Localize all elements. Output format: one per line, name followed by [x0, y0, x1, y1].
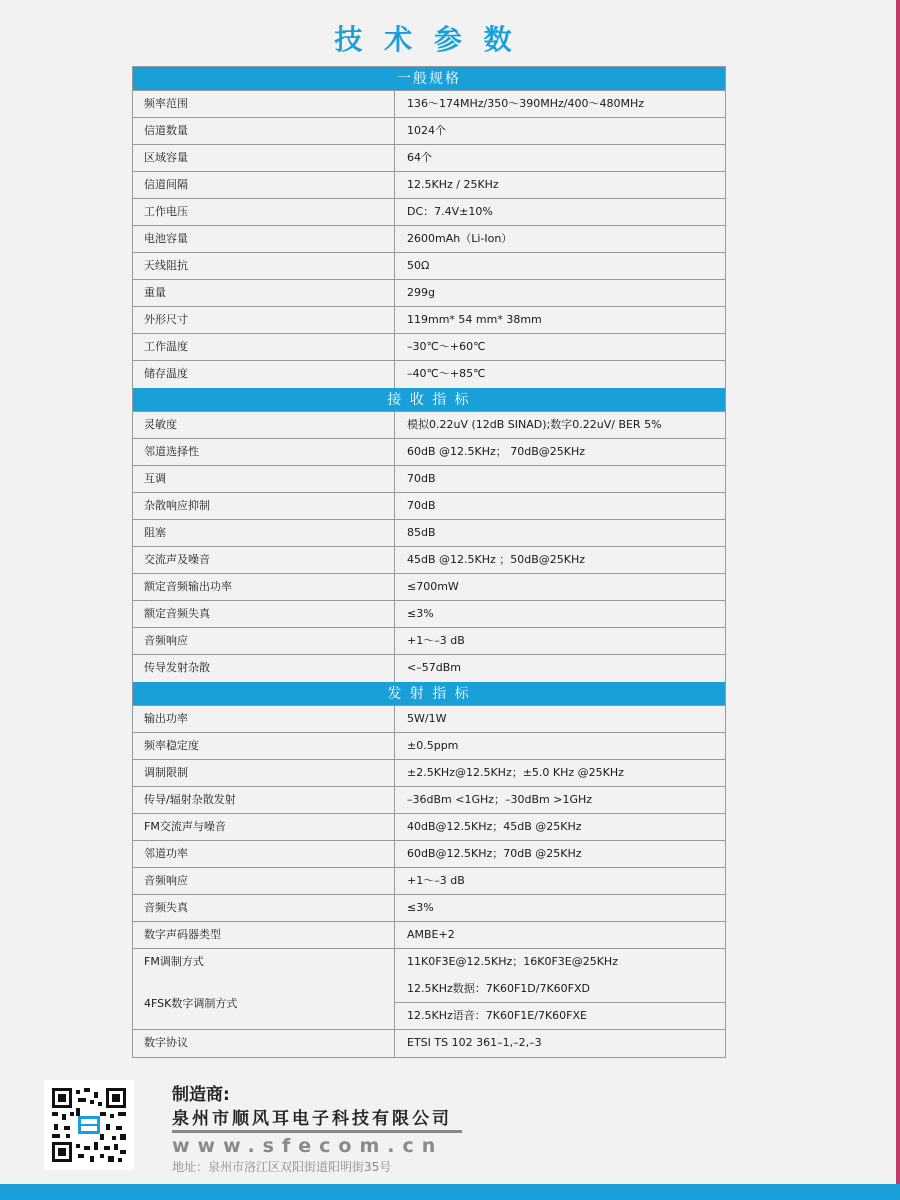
row-key: 音频响应 — [133, 628, 395, 654]
table-row-double — [133, 976, 725, 1030]
section-transmit-rows — [133, 706, 725, 976]
right-edge-stripe — [896, 0, 900, 1200]
row-value: 50Ω — [395, 253, 725, 279]
row-key: FM调制方式 — [133, 949, 395, 976]
qr-code-icon — [44, 1080, 134, 1170]
row-key: 交流声及噪音 — [133, 547, 395, 573]
row-key: 音频失真 — [133, 895, 395, 921]
row-key: 工作电压 — [133, 199, 395, 225]
table-row — [133, 895, 725, 922]
row-key: 灵敏度 — [133, 412, 395, 438]
table-row — [133, 118, 725, 145]
table-row — [133, 226, 725, 253]
row-key: 杂散响应抑制 — [133, 493, 395, 519]
row-key: 区域容量 — [133, 145, 395, 171]
row-key: 邻道功率 — [133, 841, 395, 867]
table-row — [133, 574, 725, 601]
row-key: 4FSK数字调制方式 — [133, 976, 395, 1029]
row-key: 调制限制 — [133, 760, 395, 786]
row-value: –30℃～+60℃ — [395, 334, 725, 360]
row-value: ≤3% — [395, 895, 725, 921]
row-value: 5W/1W — [395, 706, 725, 732]
row-value: AMBE+2 — [395, 922, 725, 948]
table-row — [133, 868, 725, 895]
row-key: 互调 — [133, 466, 395, 492]
row-value: 12.5KHz语音：7K60F1E/7K60FXE — [407, 1009, 587, 1022]
spec-table — [132, 66, 726, 1058]
table-row — [133, 922, 725, 949]
row-value: 40dB@12.5KHz；45dB @25KHz — [395, 814, 725, 840]
row-key: 额定音频失真 — [133, 601, 395, 627]
row-value: 299g — [395, 280, 725, 306]
table-row — [133, 706, 725, 733]
row-value: 60dB @12.5KHz； 70dB@25KHz — [395, 439, 725, 465]
row-key: 信道数量 — [133, 118, 395, 144]
row-value: 45dB @12.5KHz ；50dB@25KHz — [395, 547, 725, 573]
footer — [0, 1080, 900, 1200]
row-value: +1～–3 dB — [395, 868, 725, 894]
row-value: DC：7.4V±10% — [395, 199, 725, 225]
section-receive-rows — [133, 412, 725, 682]
row-value: –40℃～+85℃ — [395, 361, 725, 388]
row-key: 数字声码器类型 — [133, 922, 395, 948]
row-key: 信道间隔 — [133, 172, 395, 198]
page-title: 技 术 参 数 — [334, 23, 518, 56]
company-name: 泉州市顺风耳电子科技有限公司 — [172, 1109, 452, 1129]
table-row — [133, 412, 725, 439]
table-row — [133, 199, 725, 226]
row-key: 电池容量 — [133, 226, 395, 252]
row-key: FM交流声与噪音 — [133, 814, 395, 840]
row-key: 邻道选择性 — [133, 439, 395, 465]
row-value: 1024个 — [395, 118, 725, 144]
row-value: ≤700mW — [395, 574, 725, 600]
row-value: 70dB — [395, 493, 725, 519]
table-row — [133, 841, 725, 868]
table-row — [133, 466, 725, 493]
row-value: 70dB — [395, 466, 725, 492]
table-row — [133, 733, 725, 760]
section-general-rows — [133, 91, 725, 388]
row-value: 136～174MHz/350～390MHz/400～480MHz — [395, 91, 725, 117]
row-value: 11K0F3E@12.5KHz；16K0F3E@25KHz — [395, 949, 725, 976]
row-value: 12.5KHz / 25KHz — [395, 172, 725, 198]
footer-divider — [172, 1130, 462, 1133]
row-key: 天线阻抗 — [133, 253, 395, 279]
row-key: 输出功率 — [133, 706, 395, 732]
row-value: 64个 — [395, 145, 725, 171]
table-row — [133, 655, 725, 682]
bottom-accent-bar — [0, 1184, 900, 1200]
table-row — [133, 253, 725, 280]
table-row — [133, 361, 725, 388]
row-key: 数字协议 — [133, 1030, 395, 1057]
row-key: 工作温度 — [133, 334, 395, 360]
row-key: 传导/辐射杂散发射 — [133, 787, 395, 813]
section-heading-transmit: 发 射 指 标 — [133, 682, 725, 706]
row-value: 模拟0.22uV (12dB SINAD);数字0.22uV/ BER 5% — [395, 412, 725, 438]
row-key: 额定音频输出功率 — [133, 574, 395, 600]
table-row — [133, 172, 725, 199]
row-key: 阻塞 — [133, 520, 395, 546]
table-row — [133, 628, 725, 655]
table-row — [133, 307, 725, 334]
row-value: +1～–3 dB — [395, 628, 725, 654]
row-value: ≤3% — [395, 601, 725, 627]
address: 地址：泉州市洛江区双阳街道阳明街35号 — [172, 1160, 392, 1174]
table-row — [133, 145, 725, 172]
row-value: 119mm* 54 mm* 38mm — [395, 307, 725, 333]
row-key: 外形尺寸 — [133, 307, 395, 333]
table-row — [133, 520, 725, 547]
table-row — [133, 493, 725, 520]
row-key: 频率稳定度 — [133, 733, 395, 759]
row-key: 音频响应 — [133, 868, 395, 894]
row-key: 储存温度 — [133, 361, 395, 388]
website-link[interactable]: www.sfecom.cn — [172, 1135, 444, 1157]
row-value: ±0.5ppm — [395, 733, 725, 759]
table-row — [133, 547, 725, 574]
table-row — [133, 814, 725, 841]
row-value: ±2.5KHz@12.5KHz；±5.0 KHz @25KHz — [395, 760, 725, 786]
table-row — [133, 949, 725, 976]
row-key: 频率范围 — [133, 91, 395, 117]
row-key: 重量 — [133, 280, 395, 306]
table-row — [133, 334, 725, 361]
table-row — [133, 91, 725, 118]
row-value: –36dBm <1GHz；–30dBm >1GHz — [395, 787, 725, 813]
table-row — [133, 760, 725, 787]
table-row — [133, 439, 725, 466]
table-row — [133, 280, 725, 307]
row-value: <–57dBm — [395, 655, 725, 682]
row-key: 传导发射杂散 — [133, 655, 395, 682]
row-value: 85dB — [395, 520, 725, 546]
table-row — [133, 1030, 725, 1057]
row-value: 60dB@12.5KHz；70dB @25KHz — [395, 841, 725, 867]
maker-label: 制造商: — [172, 1085, 230, 1105]
row-value: ETSI TS 102 361–1,–2,–3 — [395, 1030, 725, 1057]
row-value: 12.5KHz数据：7K60F1D/7K60FXD — [395, 976, 725, 1003]
section-heading-receive: 接 收 指 标 — [133, 388, 725, 412]
table-row — [133, 787, 725, 814]
section-heading-general: 一般规格 — [133, 67, 725, 91]
table-row — [133, 601, 725, 628]
row-value: 2600mAh（Li-Ion） — [395, 226, 725, 252]
